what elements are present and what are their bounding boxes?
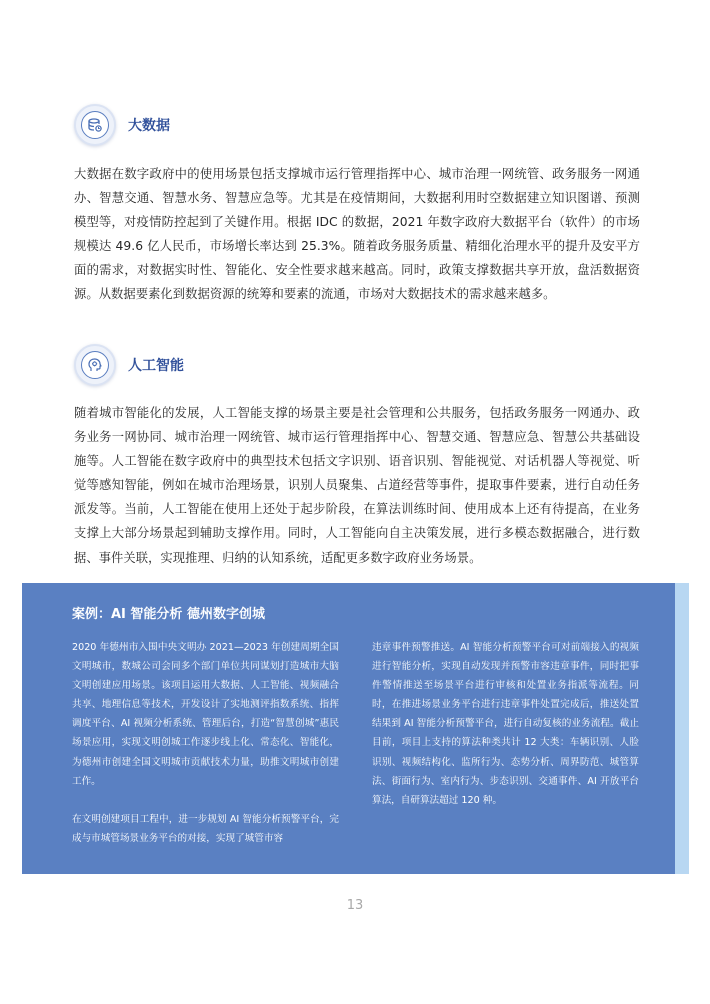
case-study-accent-strip	[675, 583, 689, 874]
case-study-paragraph: 在文明创建项目工程中，进一步规划 AI 智能分析预警平台，完成与市城管场景业务平台的对接，实现了城管市容	[72, 813, 339, 844]
section-header-ai	[74, 344, 184, 386]
case-study-left-column	[72, 638, 339, 848]
ai-head-icon	[81, 351, 109, 379]
page-number: 13	[346, 898, 364, 913]
section-title: 人工智能	[128, 358, 184, 374]
case-study-paragraph: 2020 年德州市入围中央文明办 2021—2023 年创建周期全国文明城市，数城公司会同多个部门单位共同谋划打造城市大脑文明创建应用场景。该项目运用大数据、人工智能、视频融合共享、地理信息等技术，开发设计了实地测评指数系统、指挥调度平台、AI 视频分析系统、管理后台，打造“智慧创城”惠民场景应用，实现文明创城工作逐步线上化、常态化、智能化，为德州市创建全国文明城市贡献技术力量，助推文明城市创建工作。	[72, 642, 339, 787]
case-study-title: 案例：AI 智能分析 德州数字创城	[72, 607, 265, 622]
case-study-paragraph: 违章事件预警推送。AI 智能分析预警平台可对前端接入的视频进行智能分析，实现自动发现并预警市容违章事件，同时把事件警情推送至场景平台进行审核和处置业务指派等流程。同时，在推进场景业务平台进行违章事件处置完成后，推送处置结果到 AI 智能分析预警平台，进行自动复核的业务流程。截止目前，项目上支持的算法种类共计 12 大类：车辆识别、人脸识别、视频结构化、监所行为、态势分析、周界防范、城管算法、街面行为、室内行为、步态识别、交通事件、AI 开放平台算法，自研算法超过 120 种。	[372, 642, 639, 806]
case-study-right-column	[372, 638, 639, 810]
database-icon	[81, 111, 109, 139]
section-title: 大数据	[128, 118, 170, 134]
section-paragraph-big-data: 大数据在数字政府中的使用场景包括支撑城市运行管理指挥中心、城市治理一网统管、政务服务一网通办、智慧交通、智慧水务、智慧应急等。尤其是在疫情期间，大数据利用时空数据建立知识图谱、预测模型等，对疫情防控起到了关键作用。根据 IDC 的数据，2021 年数字政府大数据平台（软件）的市场规模达 49.6 亿人民币，市场增长率达到 25.3%。随着政务服务质量、精细化治理水平的提升及安平方面的需求，对数据实时性、智能化、安全性要求越来越高。同时，政策支撑数据共享开放，盘活数据资源。从数据要素化到数据资源的统筹和要素的流通，市场对大数据技术的需求越来越多。	[74, 167, 640, 302]
section-paragraph-ai: 随着城市智能化的发展，人工智能支撑的场景主要是社会管理和公共服务，包括政务服务一网通办、政务业务一网协同、城市治理一网统管、城市运行管理指挥中心、智慧交通、智慧应急、智慧公共基础设施等。人工智能在数字政府中的典型技术包括文字识别、语音识别、智能视觉、对话机器人等视觉、听觉等感知智能，例如在城市治理场景，识别人员聚集、占道经营等事件，提取事件要素，进行自动任务派发等。当前，人工智能在使用上还处于起步阶段，在算法训练时间、使用成本上还有待提高，在业务支撑上大部分场景起到辅助支撑作用。同时，人工智能向自主决策发展，进行多模态数据融合，进行数据、事件关联，实现推理、归纳的认知系统，适配更多数字政府业务场景。	[74, 406, 640, 565]
section-header-big-data	[74, 104, 170, 146]
